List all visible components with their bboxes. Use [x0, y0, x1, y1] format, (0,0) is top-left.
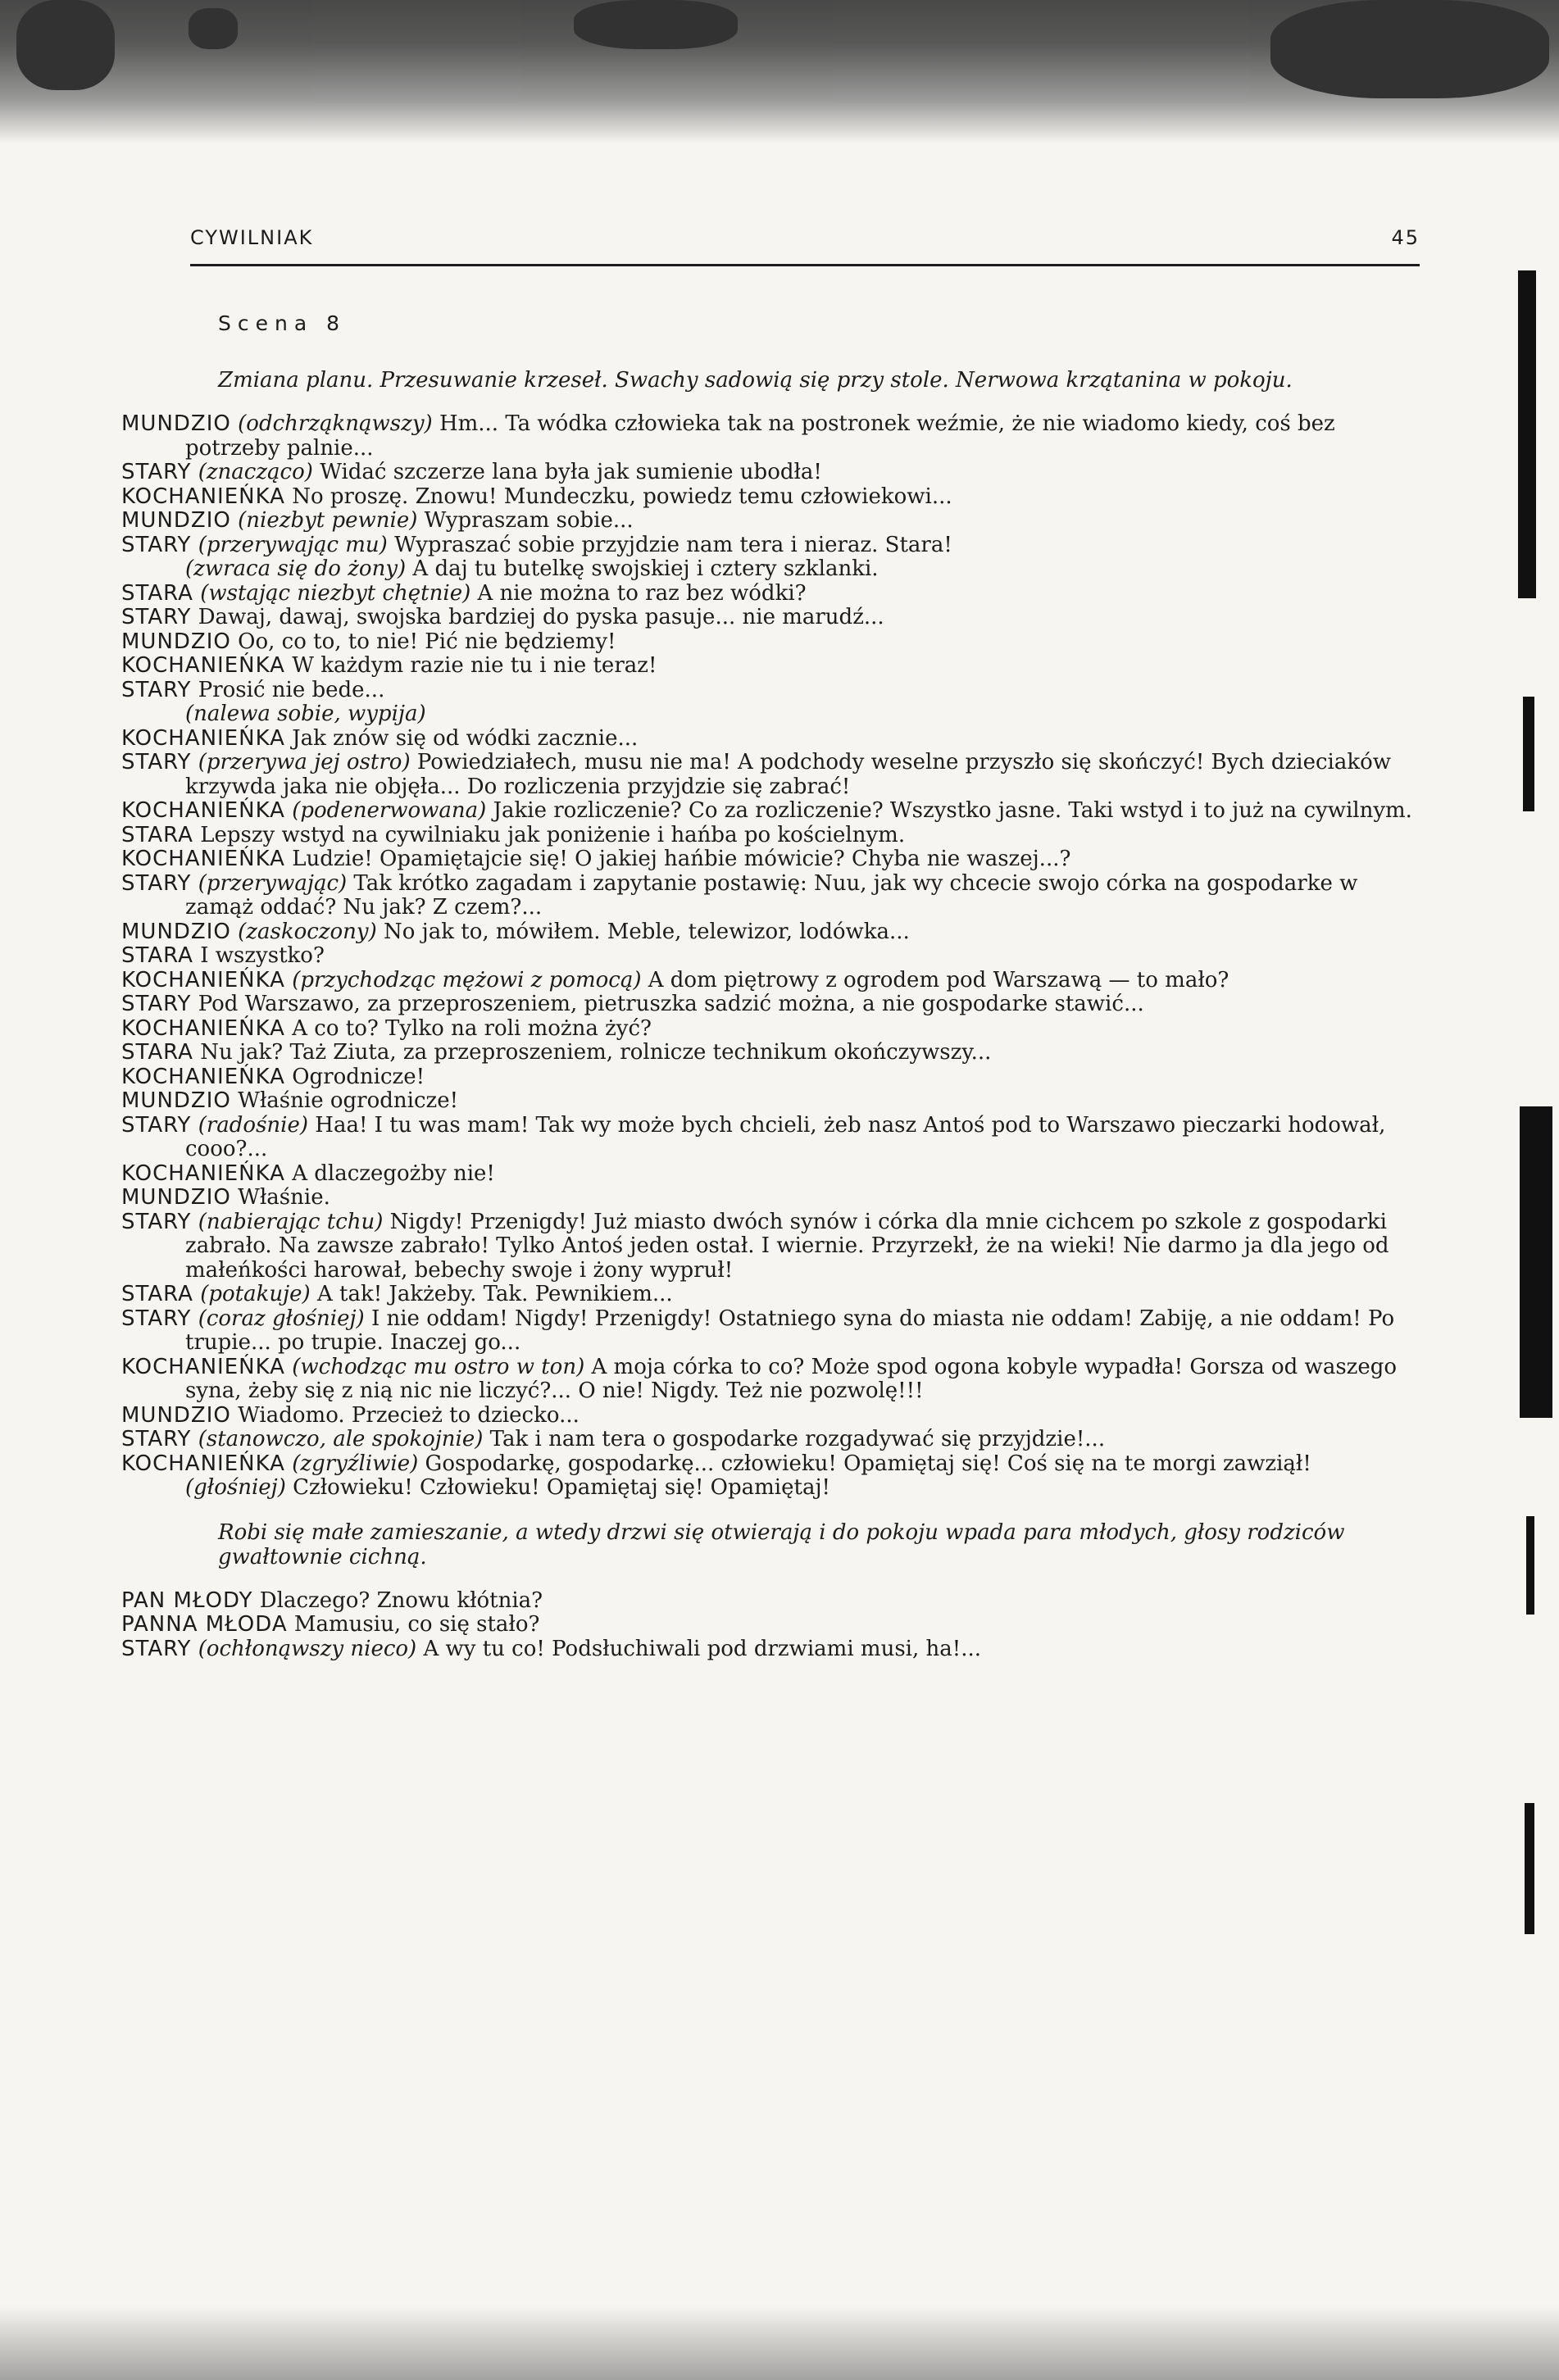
spoken-text: Mamusiu, co się stało? [293, 1612, 540, 1637]
dialogue-line [121, 1065, 1420, 1090]
scan-artifact [16, 0, 115, 90]
stage-note: (głośniej) [185, 1475, 286, 1500]
dialogue-line [121, 1452, 1420, 1477]
speaker-name: KOCHANIEŃKA [121, 1354, 285, 1379]
spoken-text: Ludzie! Opamiętajcie się! O jakiej hańbie mówicie? Chyba nie waszej...? [292, 847, 1071, 871]
scan-artifact [189, 8, 238, 49]
spoken-text: Nigdy! Przenigdy! Już miasto dwóch synów i córka dla mnie cichcem po szkole z gospodarki zabrało. Na zawsze zabrało! Tylko Antoś jeden ostał. I wiernie. Przyrzekł, że na wieki! Nie darmo ja dla jego od małeńkości harował, bebechy swoje i żony wypruł! [185, 1209, 1389, 1283]
stage-note: (zgryźliwie) [292, 1451, 419, 1476]
dialogue-line [121, 920, 1420, 945]
speaker-name: PAN MŁODY [121, 1587, 253, 1613]
speaker-name: KOCHANIEŃKA [121, 484, 285, 509]
dialogue-line [121, 1428, 1420, 1452]
page-header [190, 226, 1420, 249]
dialogue-line [121, 702, 1420, 727]
spoken-text: A wy tu co! Podsłuchiwali pod drzwiami musi, ha!... [423, 1636, 981, 1661]
speaker-name: KOCHANIEŃKA [121, 725, 285, 751]
spoken-text: I wszystko? [200, 943, 325, 968]
speaker-name: STARY [121, 1427, 192, 1451]
spoken-text: Jak znów się od wódki zacznie... [292, 725, 639, 751]
speaker-name: STARY [121, 460, 192, 484]
speaker-name: STARY [121, 750, 192, 774]
stage-note: (zaskoczony) [238, 919, 377, 944]
spoken-text: Powiedziałech, musu nie ma! A podchody weselne przyszło się skończyć! Bych dzieciaków krzywda jaka nie objęła... Do rozliczenia przyjdzie się zabrać! [185, 750, 1392, 799]
stage-direction: Robi się małe zamieszanie, a wtedy drzwi się otwierają i do pokoju wpada para młodych, głosy rodziców gwałtownie cichną. [218, 1519, 1345, 1569]
scan-top-shadow [0, 0, 1559, 143]
dialogue-line [121, 1162, 1420, 1187]
dialogue-line [121, 751, 1420, 799]
spoken-text: A moja córka to co? Może spod ogona kobyle wypadła! Gorsza od waszego syna, żeby się z nią nic nie liczyć?... O nie! Nigdy. Też nie pozwolę!!! [185, 1354, 1398, 1403]
spoken-text: A dlaczegożby nie! [292, 1160, 495, 1186]
dialogue-line [121, 1307, 1420, 1356]
dialogue-line [121, 1589, 1420, 1614]
dialogue-line [121, 606, 1420, 630]
speaker-name: STARY [121, 870, 192, 896]
scan-artifact [1270, 0, 1549, 98]
speaker-name: MUNDZIO [121, 919, 231, 944]
spoken-text: A tak! Jakżeby. Tak. Pewnikiem... [316, 1282, 673, 1306]
spoken-text: Dawaj, dawaj, swojska bardziej do pyska pasuje... nie marudź... [198, 605, 884, 629]
spoken-text: W każdym razie nie tu i nie teraz! [292, 653, 657, 678]
scan-artifact [1523, 697, 1534, 811]
stage-note: (ochłonąwszy nieco) [198, 1636, 417, 1661]
dialogue-line [121, 1041, 1420, 1065]
dialogue [121, 412, 1420, 1501]
header-rule [190, 264, 1420, 266]
speaker-name: STARY [121, 1636, 192, 1661]
spoken-text: Hm... Ta wódka człowieka tak na postronek weźmie, że nie wiadomo kiedy, coś bez potrzeby palnie... [185, 411, 1335, 461]
spoken-text: Człowieku! Człowieku! Opamiętaj się! Opamiętaj! [293, 1475, 830, 1500]
speaker-name: STARA [121, 1282, 193, 1306]
spoken-text: A dom piętrowy z ogrodem pod Warszawą — to mało? [648, 967, 1229, 992]
dialogue-line [121, 1283, 1420, 1307]
speaker-name: STARA [121, 943, 193, 968]
dialogue-line [121, 534, 1420, 558]
scan-artifact [1525, 1803, 1534, 1934]
spoken-text: I nie oddam! Nigdy! Przenigdy! Ostatniego syna do miasta nie oddam! Zabiję, a nie oddam! Po trupie... po trupie. Inaczej go... [185, 1306, 1395, 1355]
speaker-name: STARY [121, 532, 192, 557]
speaker-name: KOCHANIEŃKA [121, 1015, 285, 1041]
dialogue-line [121, 509, 1420, 534]
stage-note: (znacząco) [198, 460, 313, 484]
spoken-text: Wiadomo. Przecież to dziecko... [238, 1402, 580, 1428]
speaker-name: KOCHANIEŃKA [121, 967, 285, 992]
speaker-name: KOCHANIEŃKA [121, 1160, 285, 1186]
stage-note: (odchrząknąwszy) [238, 411, 433, 436]
speaker-name: STARA [121, 1040, 193, 1065]
stage-note: (wstając niezbyt chętnie) [200, 580, 471, 606]
stage-note: (przychodząc mężowi z pomocą) [292, 967, 642, 992]
stage-note: (podenerwowana) [292, 798, 487, 823]
speaker-name: MUNDZIO [121, 411, 231, 436]
speaker-name: MUNDZIO [121, 1088, 231, 1113]
stage-note: (wchodząc mu ostro w ton) [292, 1354, 585, 1379]
scene-label: Scena 8 [218, 311, 347, 335]
dialogue-line [121, 872, 1420, 920]
scan-right-edge [1510, 123, 1559, 2336]
spoken-text: A daj tu butelkę swojskiej i cztery szklanki. [412, 556, 879, 581]
spoken-text: Ogrodnicze! [292, 1064, 425, 1089]
dialogue-line [121, 1210, 1420, 1283]
speaker-name: KOCHANIEŃKA [121, 847, 285, 871]
spoken-text: Prosić nie bede... [198, 677, 385, 702]
closing-dialogue [121, 1589, 1420, 1662]
stage-note: (stanowczo, ale spokojnie) [198, 1427, 484, 1451]
speaker-name: MUNDZIO [121, 1185, 231, 1210]
dialogue-line [121, 1613, 1420, 1637]
stage-note: (przerywając mu) [198, 532, 388, 557]
dialogue-line [121, 630, 1420, 655]
speaker-name: STARA [121, 580, 193, 606]
running-title: CYWILNIAK [190, 226, 314, 249]
speaker-name: STARY [121, 1209, 192, 1234]
spoken-text: No jak to, mówiłem. Meble, telewizor, lodówka... [384, 919, 910, 944]
speaker-name: MUNDZIO [121, 1402, 231, 1428]
spoken-text: Widać szczerze lana była jak sumienie ubodła! [320, 460, 822, 484]
dialogue-line [121, 1114, 1420, 1162]
speaker-name: KOCHANIEŃKA [121, 1451, 285, 1476]
dialogue-line [121, 824, 1420, 848]
speaker-name: STARY [121, 1112, 192, 1138]
dialogue-line [121, 992, 1420, 1017]
spoken-text: Właśnie ogrodnicze! [238, 1088, 459, 1113]
stage-note: (potakuje) [200, 1282, 311, 1306]
dialogue-line [121, 557, 1420, 582]
dialogue-line [121, 969, 1420, 993]
page-number: 45 [1391, 226, 1420, 249]
dialogue-line [121, 485, 1420, 510]
dialogue-line [121, 582, 1420, 606]
dialogue-line [121, 1089, 1420, 1114]
speaker-name: STARA [121, 822, 193, 847]
spoken-text: Oo, co to, to nie! Pić nie będziemy! [238, 629, 616, 654]
speaker-name: KOCHANIEŃKA [121, 1064, 285, 1089]
dialogue-line [121, 1404, 1420, 1428]
spoken-text: Wypraszać sobie przyjdzie nam tera i nieraz. Stara! [394, 532, 952, 557]
dialogue-line [121, 679, 1420, 703]
spoken-text: Tak i nam tera o gospodarke rozgadywać się przyjdzie!... [489, 1427, 1106, 1451]
dialogue-line [121, 1637, 1420, 1662]
speaker-name: KOCHANIEŃKA [121, 653, 285, 678]
spoken-text: A co to? Tylko na roli można żyć? [292, 1015, 652, 1041]
spoken-text: Haa! I tu was mam! Tak wy może bych chcieli, żeb nasz Antoś pod to Warszawo pieczarki hodował, cooo?... [185, 1112, 1386, 1161]
dialogue-line [121, 654, 1420, 679]
spoken-text: Lepszy wstyd na cywilniaku jak poniżenie i hańba po kościelnym. [200, 822, 906, 847]
dialogue-line [121, 847, 1420, 872]
speaker-name: STARY [121, 992, 192, 1016]
spoken-text: Tak krótko zagadam i zapytanie postawię: Nuu, jak wy chcecie swojo córka na gospodarke w zamąż oddać? Nu jak? Z czem?... [185, 870, 1358, 920]
stage-note: (coraz głośniej) [198, 1306, 365, 1331]
stage-note: (przerywając) [198, 870, 348, 896]
dialogue-line [121, 461, 1420, 485]
spoken-text: Wypraszam sobie... [424, 508, 634, 533]
scene-intro: Zmiana planu. Przesuwanie krzeseł. Swachy sadowią się przy stole. Nerwowa krzątanina w pokoju. [218, 368, 1293, 393]
stage-note: (zwraca się do żony) [185, 556, 407, 581]
spoken-text: Gospodarkę, gospodarkę... człowieku! Opamiętaj się! Coś się na te morgi zawziął! [425, 1451, 1311, 1476]
scan-bottom-shadow [0, 2306, 1559, 2380]
stage-note: (nalewa sobie, wypija) [185, 702, 426, 726]
speaker-name: STARY [121, 605, 192, 629]
spoken-text: No proszę. Znowu! Mundeczku, powiedz temu człowiekowi... [292, 484, 952, 509]
page-body [121, 311, 1420, 1661]
speaker-name: MUNDZIO [121, 508, 231, 533]
speaker-name: KOCHANIEŃKA [121, 798, 285, 823]
scan-artifact [574, 0, 738, 49]
speaker-name: PANNA MŁODA [121, 1612, 288, 1637]
spoken-text: Dlaczego? Znowu kłótnia? [259, 1587, 543, 1613]
stage-note: (nabierając tchu) [198, 1209, 384, 1234]
dialogue-line [121, 412, 1420, 461]
spoken-text: A nie można to raz bez wódki? [477, 580, 807, 606]
stage-note: (niezbyt pewnie) [238, 508, 418, 533]
stage-note: (radośnie) [198, 1112, 309, 1138]
speaker-name: STARY [121, 1306, 192, 1331]
spoken-text: Jakie rozliczenie? Co za rozliczenie? Wszystko jasne. Taki wstyd i to już na cywilnym. [493, 798, 1412, 823]
spoken-text: Właśnie. [238, 1185, 330, 1210]
dialogue-line [121, 727, 1420, 752]
dialogue-line [121, 1356, 1420, 1404]
scan-artifact [1520, 1106, 1552, 1418]
spoken-text: Pod Warszawo, za przeproszeniem, pietruszka sadzić można, a nie gospodarke stawić... [198, 992, 1144, 1016]
scan-artifact [1526, 1516, 1534, 1615]
spoken-text: Nu jak? Taż Ziuta, za przeproszeniem, rolnicze technikum okończywszy... [200, 1040, 992, 1065]
dialogue-line [121, 1017, 1420, 1042]
dialogue-line [121, 1186, 1420, 1210]
speaker-name: STARY [121, 677, 192, 702]
dialogue-line [121, 799, 1420, 824]
speaker-name: MUNDZIO [121, 629, 231, 654]
stage-note: (przerywa jej ostro) [198, 750, 411, 774]
dialogue-line [121, 1476, 1420, 1501]
dialogue-line [121, 944, 1420, 969]
scan-artifact [1518, 270, 1536, 598]
